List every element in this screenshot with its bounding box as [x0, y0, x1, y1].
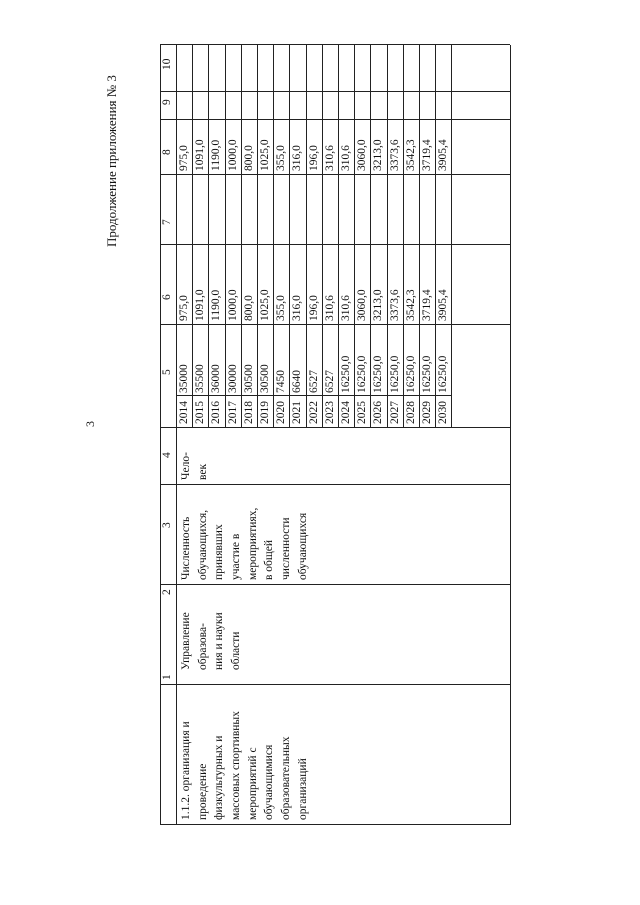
- page-number: 3: [83, 421, 97, 427]
- appendix-continuation-header: Продолжение приложения № 3: [104, 75, 119, 247]
- funding-total-value: 355,0: [275, 295, 288, 321]
- row-divider: [306, 45, 307, 428]
- indicator-value: 16250,0: [340, 355, 352, 393]
- year-value: 2030: [437, 401, 450, 424]
- year-value: 2014: [178, 401, 190, 424]
- year-value: 2018: [242, 401, 255, 424]
- indicator-value: 6527: [323, 370, 336, 393]
- col-number-4: 4: [161, 452, 173, 458]
- column-divider: [160, 584, 510, 585]
- column-divider: [160, 824, 510, 825]
- year-value: 2019: [259, 401, 271, 424]
- funding-total-value: 3905,4: [437, 289, 450, 321]
- table-border-top: [160, 45, 161, 825]
- funding-total-value: 316,0: [291, 295, 304, 321]
- row-divider: [257, 45, 258, 428]
- column-divider: [160, 44, 510, 45]
- funding-regional-value: 3060,0: [356, 139, 369, 171]
- funding-regional-value: 3719,4: [421, 139, 433, 171]
- indicator-value: 16250,0: [437, 355, 450, 393]
- funding-regional-value: 800,0: [242, 145, 255, 171]
- indicator-value: 16250,0: [356, 355, 369, 393]
- row-divider: [387, 45, 388, 428]
- funding-total-value: 800,0: [242, 295, 255, 321]
- funding-regional-value: 3905,4: [437, 139, 450, 171]
- funding-total-value: 3542,3: [404, 289, 417, 321]
- funding-regional-value: 1000,0: [226, 139, 239, 171]
- row-divider: [289, 45, 290, 428]
- year-value: 2025: [356, 401, 369, 424]
- year-value: 2022: [307, 401, 320, 424]
- year-value: 2016: [210, 401, 223, 424]
- row-divider: [241, 45, 242, 428]
- indicator-cell: Численность обучающихся, принявших участие в мероприятиях, в общей численности обучающихся: [180, 507, 309, 580]
- column-divider: [160, 484, 510, 485]
- row-divider: [419, 45, 420, 428]
- column-divider: [160, 91, 510, 92]
- funding-total-value: 3373,6: [388, 289, 401, 321]
- funding-total-value: 3213,0: [372, 289, 385, 321]
- row-divider: [273, 45, 274, 428]
- column-divider: [160, 324, 510, 325]
- indicator-value: 36000: [210, 364, 223, 393]
- col-number-1: 1: [161, 674, 173, 680]
- year-value: 2015: [194, 401, 207, 424]
- funding-total-value: 1190,0: [210, 289, 223, 321]
- funding-total-value: 196,0: [307, 295, 320, 321]
- funding-total-value: 1091,0: [194, 289, 207, 321]
- col-number-7: 7: [161, 219, 173, 225]
- indicator-value: 16250,0: [421, 355, 433, 393]
- funding-total-value: 310,6: [340, 295, 352, 321]
- row-divider: [435, 45, 436, 428]
- funding-regional-value: 3373,6: [388, 139, 401, 171]
- unit-cell: Чело- век: [180, 452, 209, 480]
- indicator-value: 30500: [259, 364, 271, 393]
- indicator-value: 16250,0: [372, 355, 385, 393]
- indicator-value: 30500: [242, 364, 255, 393]
- year-value: 2020: [275, 401, 288, 424]
- year-value: 2027: [388, 401, 401, 424]
- funding-regional-value: 3542,3: [404, 139, 417, 171]
- row-divider: [225, 45, 226, 428]
- row-divider: [451, 45, 452, 428]
- column-divider: [160, 174, 510, 175]
- funding-regional-value: 1091,0: [194, 139, 207, 171]
- indicator-value: 30000: [226, 364, 239, 393]
- row-divider: [192, 45, 193, 428]
- funding-regional-value: 355,0: [275, 145, 288, 171]
- col-number-9: 9: [161, 99, 173, 105]
- indicator-value: 35500: [194, 364, 207, 393]
- column-divider: [160, 427, 510, 428]
- funding-regional-value: 975,0: [178, 145, 190, 171]
- row-divider: [208, 45, 209, 428]
- col-number-8: 8: [161, 149, 173, 155]
- indicator-value: 6640: [291, 370, 304, 393]
- year-value: 2026: [372, 401, 385, 424]
- funding-total-value: 3719,4: [421, 289, 433, 321]
- funding-regional-value: 1025,0: [259, 139, 271, 171]
- col-number-6: 6: [161, 294, 173, 300]
- indicator-value: 7450: [275, 370, 288, 393]
- indicator-value: 16250,0: [388, 355, 401, 393]
- row-divider: [370, 45, 371, 428]
- funding-regional-value: 196,0: [307, 145, 320, 171]
- column-divider: [160, 119, 510, 120]
- column-divider: [160, 684, 510, 685]
- year-value: 2023: [323, 401, 336, 424]
- year-divider: [176, 395, 451, 396]
- col-number-10: 10: [161, 58, 173, 70]
- year-value: 2017: [226, 401, 239, 424]
- row-divider: [322, 45, 323, 428]
- funding-total-value: 975,0: [178, 295, 190, 321]
- responsible-cell: Управление образова- ния и науки области: [180, 612, 243, 670]
- header-separator: [176, 45, 177, 825]
- year-value: 2021: [291, 401, 304, 424]
- col-number-3: 3: [161, 522, 173, 528]
- funding-total-value: 310,6: [323, 295, 336, 321]
- column-divider: [160, 244, 510, 245]
- funding-regional-value: 310,6: [323, 145, 336, 171]
- indicator-value: 6527: [307, 370, 320, 393]
- funding-total-value: 1025,0: [259, 289, 271, 321]
- indicator-value: 35000: [178, 364, 190, 393]
- row-divider: [354, 45, 355, 428]
- funding-regional-value: 310,6: [340, 145, 352, 171]
- indicator-value: 16250,0: [404, 355, 417, 393]
- activity-cell: 1.1.2. организация и проведение физкультурных и массовых спортивных мероприятий с обучающимися образовательных организаций: [180, 711, 309, 820]
- funding-regional-value: 316,0: [291, 145, 304, 171]
- funding-regional-value: 3213,0: [372, 139, 385, 171]
- col-number-5: 5: [161, 369, 173, 375]
- year-value: 2024: [340, 401, 352, 424]
- funding-regional-value: 1190,0: [210, 139, 223, 171]
- year-value: 2028: [404, 401, 417, 424]
- row-divider: [338, 45, 339, 428]
- funding-total-value: 1000,0: [226, 289, 239, 321]
- table-border-bottom: [510, 45, 511, 825]
- col-number-2: 2: [161, 589, 173, 595]
- year-value: 2029: [421, 401, 433, 424]
- funding-total-value: 3060,0: [356, 289, 369, 321]
- row-divider: [403, 45, 404, 428]
